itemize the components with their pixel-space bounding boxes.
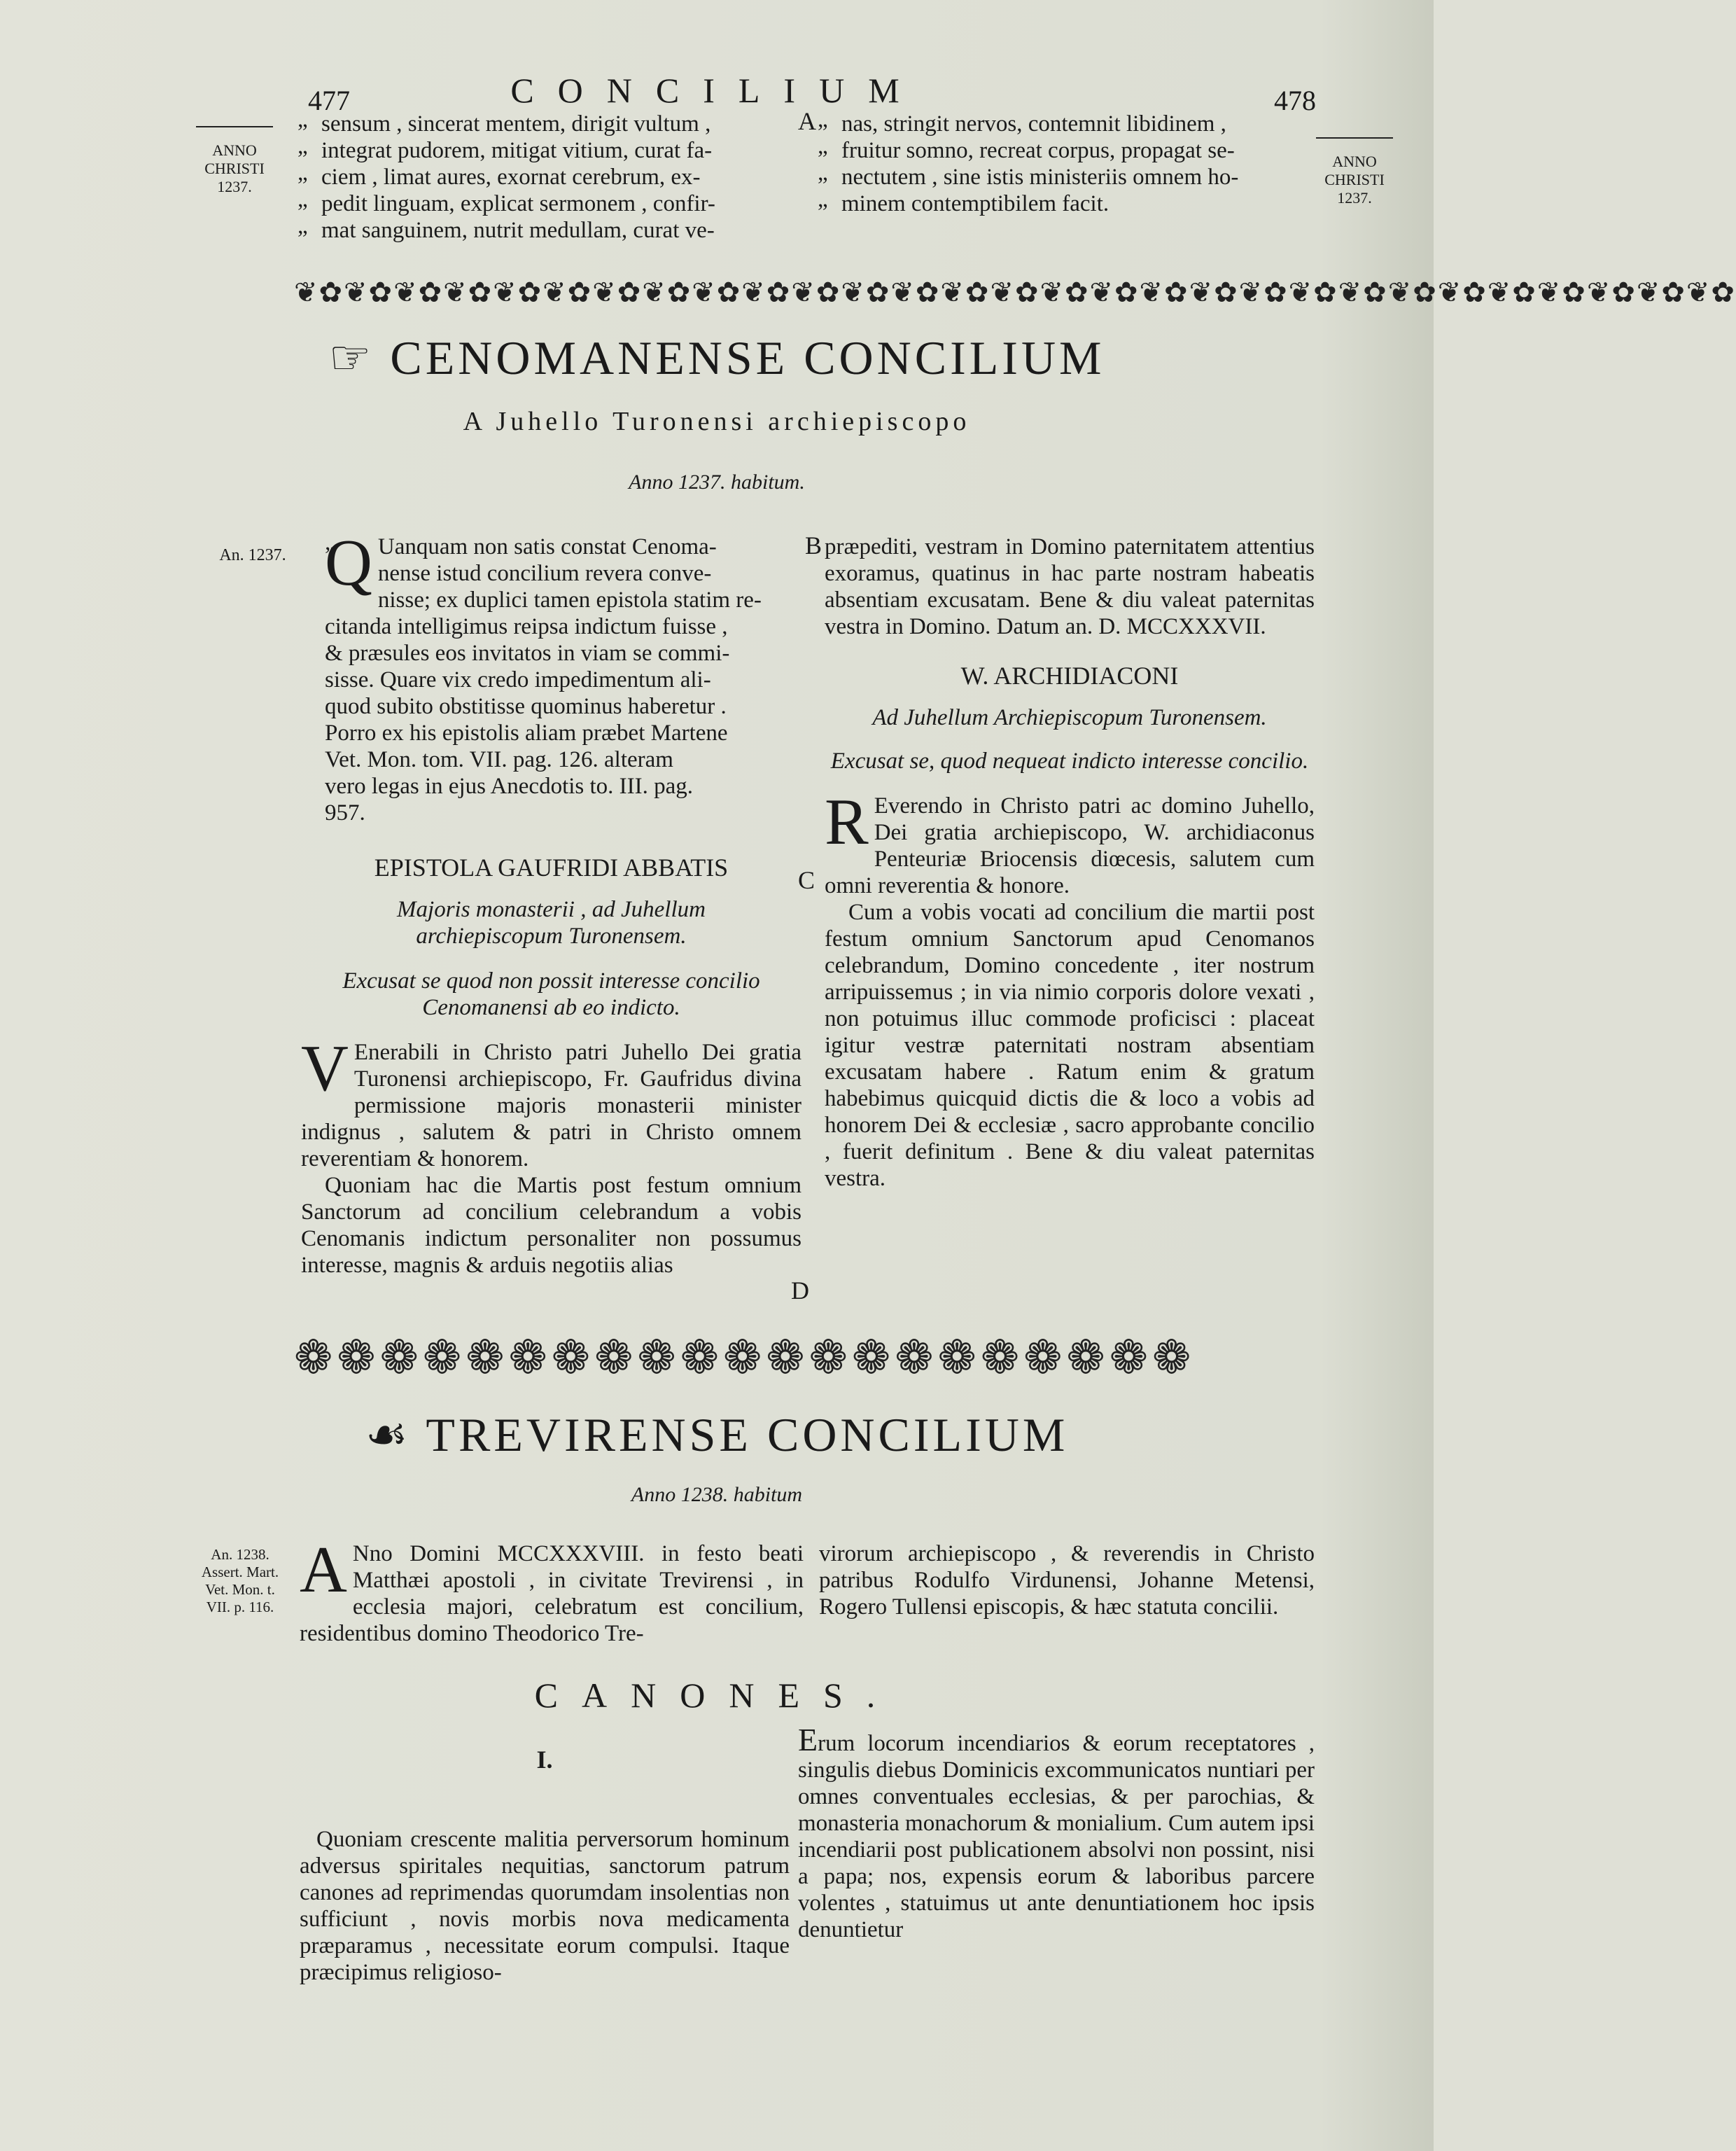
text-line: „ ciem , limat aures, exornat cerebrum, ex-: [298, 164, 788, 190]
text-line: & præsules eos invitatos in viam se commi-: [325, 641, 730, 666]
text-line: sisse. Quare vix credo impedimentum ali-: [325, 667, 711, 692]
section-letter-a: A: [798, 107, 816, 135]
anno-1238: Anno 1238. habitum: [631, 1483, 803, 1506]
dropcap-r: R: [825, 786, 869, 858]
cenomanense-right-column: [825, 534, 1315, 1192]
margin-note-1237: An. 1237.: [219, 546, 286, 564]
dropcap-a: A: [300, 1533, 347, 1606]
heading-archidiaconi: W. ARCHIDIACONI: [960, 662, 1179, 690]
margin-anno-word: ANNO: [212, 141, 257, 159]
margin-year: 1237.: [217, 178, 252, 195]
cenomanense-left-column: [301, 527, 802, 1279]
text-line: vero legas in ejus Anecdotis to. III. pag.: [325, 774, 694, 799]
archid-body: Cum a vobis vocati ad concilium die martii post festum omnium Sanctorum apud Cenomanos celebrandum, Domino concedente , iter nostrum arripuissemus ; in via nimio corporis dolore vexati , non potuimus illuc commode proficisci : placeat igitur vestræ paternitati nostram absentiam excusatam habere . Ratum enim & gratum habebimus quicquid dictis die & loco a vobis ad honorem Dei & ecclesiæ , sacro approbante concilio , fuerit definitum . Bene & diu valeat paternitas vestra.: [825, 900, 1315, 1191]
text-line: nense istud concilium revera conve-: [377, 561, 712, 586]
canon-1-text: Quoniam crescente malitia perversorum hominum adversus spiritales nequitias, sanctorum patrum canones ad reprimendas quorumdam insolentias non sufficiunt , novis morbis nova medicamenta præparamus , necessitate eorum compulsi. Itaque præcipimus religioso-: [300, 1827, 790, 1985]
dropcap-q: Q: [325, 527, 372, 599]
margin-note-anno-right: [1316, 137, 1393, 207]
archid-address: Ad Juhellum Archiepiscopum Turonensem.: [872, 705, 1267, 730]
margin-anno-word: ANNO: [1332, 153, 1377, 170]
page-number-right: 478: [1274, 85, 1316, 116]
canon-1-text-continued: [798, 1722, 1315, 1943]
text-line: nisse; ex duplici tamen epistola statim re-: [377, 587, 762, 613]
ornament-band-middle: ❁❁❁❁❁❁❁❁❁❁❁❁❁❁❁❁❁❁❁❁❁: [294, 1332, 1196, 1384]
canon-1-left-column: [300, 1746, 790, 1986]
epistola-salutation-text: Enerabili in Christo patri Juhello Dei gratia Turonensi archiepiscopo, Fr. Gaufridus divina permissione majoris monasterii minister indignus , salutem & patri in Christo omnem reverentiam & honorem.: [301, 1040, 802, 1171]
text-line: „ Uanquam non satis constat Cenoma-: [325, 534, 802, 560]
text-line: „ integrat pudorem, mitigat vitium, curat fa-: [298, 137, 788, 164]
epistola-salutation: [301, 1032, 802, 1172]
ornament-band-top: ❦✿❦✿❦✿❦✿❦✿❦✿❦✿❦✿❦✿❦✿❦✿❦✿❦✿❦✿❦✿❦✿❦✿❦✿❦✿❦✿❦✿❦✿❦✿❦✿❦✿❦✿❦✿❦✿❦✿: [294, 277, 1736, 308]
capital-e: E: [798, 1722, 818, 1757]
text-line: „ sensum , sincerat mentem, dirigit vultum ,: [298, 111, 788, 137]
top-left-column: [298, 111, 788, 244]
page-number-left: 477: [308, 85, 350, 116]
title-trevirense: ☙ TREVIRENSE CONCILIUM: [365, 1408, 1069, 1461]
trevirense-intro-text: Nno Domini MCCXXXVIII. in festo beati Matthæi apostoli , in civitate Trevirensi , in ecclesia majori, celebratum est concilium, residentibus domino Theodorico Tre-: [300, 1541, 804, 1646]
trevirense-intro-continued: virorum archiepiscopo , & reverendis in Christo patribus Rodulfo Virdunensi, Johanne Metensi, Rogero Tullensi episcopis, & hæc statuta concilii.: [819, 1541, 1315, 1620]
archid-salutation-text: Everendo in Christo patri ac domino Juhello, Dei gratia archiepiscopo, W. archidiaconus Penteuriæ Briocensis diœcesis, salutem cum omni reverentia & honore.: [825, 793, 1315, 898]
title-cenomanense: ☞ CENOMANENSE CONCILIUM: [328, 331, 1105, 384]
text-line: 957.: [325, 800, 365, 826]
epistola-summary: Excusat se quod non possit interesse concilio Cenomanensi ab eo indicto.: [342, 968, 760, 1020]
subtitle-juhello: A Juhello Turonensi archiepiscopo: [463, 407, 971, 436]
trevirense-intro: [300, 1533, 804, 1647]
text-line: quod subito obstitisse quominus haberetur .: [325, 694, 727, 719]
margin-year: 1237.: [1337, 189, 1372, 207]
top-right-column: [818, 111, 1315, 217]
dropcap-v: V: [301, 1032, 349, 1105]
margin-note-anno-left: [196, 126, 273, 196]
text-line: „ nas, stringit nervos, contemnit libidinem ,: [818, 111, 1315, 137]
text-line: Porro ex his epistolis aliam præbet Martene: [325, 721, 728, 746]
heading-epistola-gaufridi: EPISTOLA GAUFRIDI ABBATIS: [374, 854, 729, 882]
section-letter-b: B: [805, 531, 822, 559]
margin-line: Assert. Mart.: [201, 1564, 279, 1580]
epistola-address: Majoris monasterii , ad Juhellum archiepiscopum Turonensem.: [397, 897, 706, 949]
margin-line: An. 1238.: [211, 1546, 270, 1563]
margin-line: Vet. Mon. t.: [205, 1581, 275, 1598]
trevirense-left-intro: [300, 1533, 804, 1647]
running-title: CONCILIUM: [510, 71, 923, 110]
text-line: „ mat sanguinem, nutrit medullam, curat ve-: [298, 217, 788, 244]
canones-heading: CANONES.: [534, 1676, 899, 1715]
margin-note-1238: [188, 1546, 293, 1616]
text-line: citanda intelligimus reipsa indictum fuisse ,: [325, 614, 728, 639]
text-line: Vet. Mon. tom. VII. pag. 126. alteram: [325, 747, 673, 772]
margin-christi-word: CHRISTI: [204, 160, 265, 177]
text-line: „ pedit linguam, explicat sermonem , confir-: [298, 190, 788, 217]
section-letter-d: D: [791, 1276, 809, 1304]
archid-salutation: [825, 786, 1315, 899]
margin-line: VII. p. 116.: [206, 1599, 274, 1615]
archid-summary: Excusat se, quod nequeat indicto interesse concilio.: [830, 749, 1309, 774]
text-line: „ fruitur somno, recreat corpus, propagat se-: [818, 137, 1315, 164]
section-letter-c: C: [798, 866, 816, 894]
canon-1-continued-text: rum locorum incendiarios & eorum receptatores , singulis diebus Dominicis excommunicatos nuntiari per omnes conventuales ecclesias, & per parochias, & monasteria monachorum & monialium. Cum autem ipsi incendiarii post publicationem absolvi non possint, nisi a papa; nos, expensis eorum & laboribus parcere volentes , statuimus ut ante denuntiationem hoc ipsis denuntietur: [798, 1731, 1315, 1942]
text-line: „ nectutem , sine istis ministeriis omnem ho-: [818, 164, 1315, 190]
epistola-closing: præpediti, vestram in Domino paternitatem attentius exoramus, quatinus in hac parte nostram habeatis absentiam excusatam. Bene & diu valeat paternitas vestra in Domino. Datum an. D. MCCXXXVII.: [825, 534, 1315, 639]
canon-number-1: I.: [536, 1746, 553, 1774]
epistola-body: Quoniam hac die Martis post festum omnium Sanctorum ad concilium celebrandum a vobis Cenomanis indictum personaliter non possumus interesse, magnis & arduis negotiis alias: [301, 1173, 802, 1278]
canon-1-right-column: [798, 1722, 1315, 1943]
intro-paragraph: [301, 527, 802, 826]
trevirense-right-intro: [819, 1540, 1315, 1620]
margin-christi-word: CHRISTI: [1324, 171, 1385, 188]
anno-1237: Anno 1237. habitum.: [629, 471, 805, 494]
text-line: „ minem contemptibilem facit.: [818, 190, 1315, 217]
